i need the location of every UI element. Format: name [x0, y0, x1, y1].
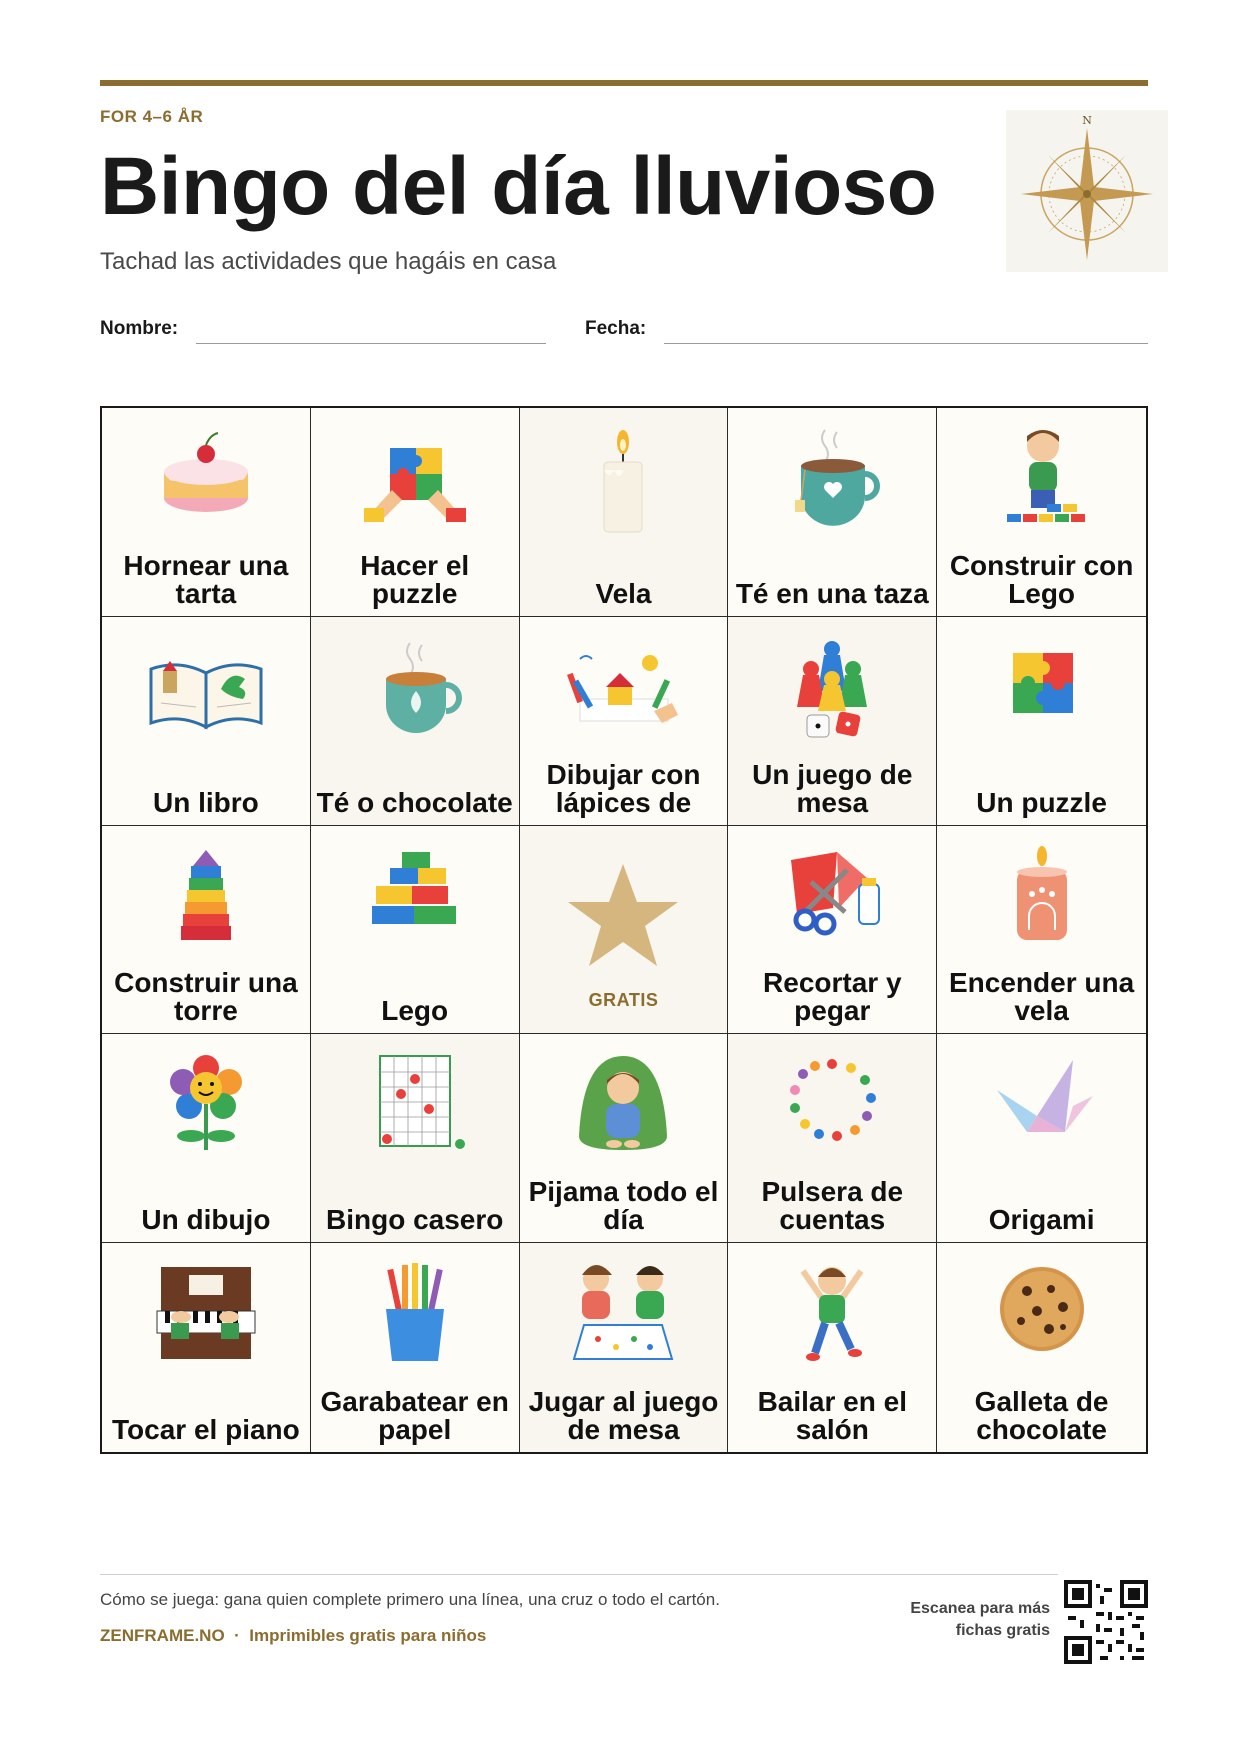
date-input-line[interactable]: [664, 343, 1148, 344]
cell-label: Un libro: [153, 786, 259, 818]
bingo-cell[interactable]: [520, 617, 729, 826]
bingo-cell[interactable]: [311, 408, 520, 617]
page-subtitle: Tachad las actividades que hagáis en casa: [100, 248, 557, 275]
lego-bricks-icon: [350, 838, 480, 958]
open-book-icon: [141, 629, 271, 749]
dancing-child-icon: [767, 1255, 897, 1375]
child-building-lego-icon: [977, 420, 1107, 540]
name-input-line[interactable]: [196, 343, 546, 344]
scan-text: [880, 1598, 1050, 1642]
cell-label: Té o chocolate: [316, 786, 513, 818]
puzzle-hands-icon: [350, 420, 480, 540]
brand-tagline: Imprimibles gratis para niños: [249, 1626, 487, 1645]
cell-label: Lego: [381, 995, 449, 1027]
puzzle-pieces-icon: [977, 629, 1107, 749]
bingo-cell[interactable]: [937, 617, 1146, 826]
footer-rule: [100, 1574, 1058, 1575]
kids-board-game-icon: [558, 1255, 688, 1375]
bingo-cell[interactable]: [937, 826, 1146, 1035]
paper-crane-icon: [977, 1046, 1107, 1166]
bingo-cell[interactable]: [728, 826, 937, 1035]
free-space-label: GRATIS: [588, 990, 659, 1011]
scan-line-2: fichas gratis: [955, 1622, 1050, 1639]
cell-label: Un dibujo: [141, 1204, 271, 1236]
name-label: Nombre:: [100, 318, 179, 339]
brand-line: [100, 1626, 486, 1646]
child-blanket-icon: [558, 1046, 688, 1166]
cell-label: Hornear una tarta: [123, 549, 289, 609]
cell-label: Hacer el puzzle: [360, 549, 470, 609]
bingo-cell[interactable]: [937, 408, 1146, 617]
cell-label: Origami: [988, 1204, 1095, 1236]
bingo-cell[interactable]: [311, 1034, 520, 1243]
cookie-icon: [977, 1255, 1107, 1375]
page-title: Bingo del día lluvioso: [100, 141, 937, 232]
bingo-cell[interactable]: [102, 1243, 311, 1452]
hot-drink-icon: [350, 629, 480, 749]
date-label: Fecha:: [585, 318, 647, 339]
cell-label: Dibujar con lápices de: [546, 758, 701, 818]
age-label: FOR 4–6 ÅR: [100, 107, 204, 126]
compass-north-letter: N: [1082, 114, 1092, 127]
bingo-grid: [100, 406, 1148, 1454]
scan-line-1: Escanea para más: [910, 1600, 1050, 1617]
cell-label: Tocar el piano: [112, 1414, 300, 1445]
compass-rose-icon: [1006, 110, 1168, 272]
bingo-cell[interactable]: [937, 1243, 1146, 1452]
cell-label: Pijama todo el día: [528, 1176, 719, 1236]
bingo-cell[interactable]: [102, 1034, 311, 1243]
bingo-cell[interactable]: [520, 1243, 729, 1452]
jar-candle-icon: [977, 838, 1107, 958]
tea-cup-icon: [767, 420, 897, 540]
board-game-pieces-icon: [767, 629, 897, 749]
flower-drawing-icon: [141, 1046, 271, 1166]
bingo-card-icon: [350, 1046, 480, 1166]
candle-icon: [558, 420, 688, 540]
piano-icon: [141, 1255, 271, 1375]
cell-label: Encender una vela: [949, 967, 1135, 1027]
cell-label: Recortar y pegar: [763, 967, 902, 1027]
cake-icon: [141, 420, 271, 540]
cell-label: Vela: [595, 577, 652, 609]
top-accent-rule: [100, 80, 1148, 86]
qr-code-icon[interactable]: [1064, 1580, 1148, 1664]
cell-label: Un juego de mesa: [752, 758, 913, 818]
bingo-cell[interactable]: [937, 1034, 1146, 1243]
bingo-cell[interactable]: [311, 1243, 520, 1452]
cell-label: Un puzzle: [976, 786, 1107, 818]
star-icon: [558, 854, 688, 974]
cell-label: Bingo casero: [326, 1204, 504, 1236]
cell-label: Garabatear en papel: [320, 1386, 509, 1445]
bingo-cell[interactable]: [102, 617, 311, 826]
bingo-cell[interactable]: [520, 408, 729, 617]
how-to-play-text: Cómo se juega: gana quien complete primero una línea, una cruz o todo el cartón.: [100, 1590, 720, 1609]
cell-label: Construir una torre: [114, 967, 298, 1027]
bingo-cell-free[interactable]: [520, 826, 729, 1035]
brand-separator: ·: [234, 1626, 240, 1645]
crayon-drawing-icon: [558, 629, 688, 749]
bingo-cell[interactable]: [520, 1034, 729, 1243]
bingo-cell[interactable]: [102, 408, 311, 617]
pencil-cup-icon: [350, 1255, 480, 1375]
brand-name[interactable]: ZENFRAME.NO: [100, 1626, 225, 1645]
bingo-cell[interactable]: [728, 1243, 937, 1452]
stacking-tower-icon: [141, 838, 271, 958]
cell-label: Bailar en el salón: [757, 1386, 907, 1445]
cell-label: Galleta de chocolate: [974, 1386, 1109, 1445]
cell-label: Pulsera de cuentas: [761, 1176, 904, 1236]
bead-bracelet-icon: [767, 1046, 897, 1166]
cell-label: Té en una taza: [735, 577, 929, 609]
cell-label: Jugar al juego de mesa: [528, 1386, 719, 1445]
bingo-cell[interactable]: [311, 617, 520, 826]
scissors-glue-icon: [767, 838, 897, 958]
bingo-cell[interactable]: [728, 408, 937, 617]
bingo-cell[interactable]: [728, 617, 937, 826]
cell-label: Construir con Lego: [949, 549, 1134, 609]
bingo-cell[interactable]: [728, 1034, 937, 1243]
bingo-cell[interactable]: [311, 826, 520, 1035]
bingo-cell[interactable]: [102, 826, 311, 1035]
